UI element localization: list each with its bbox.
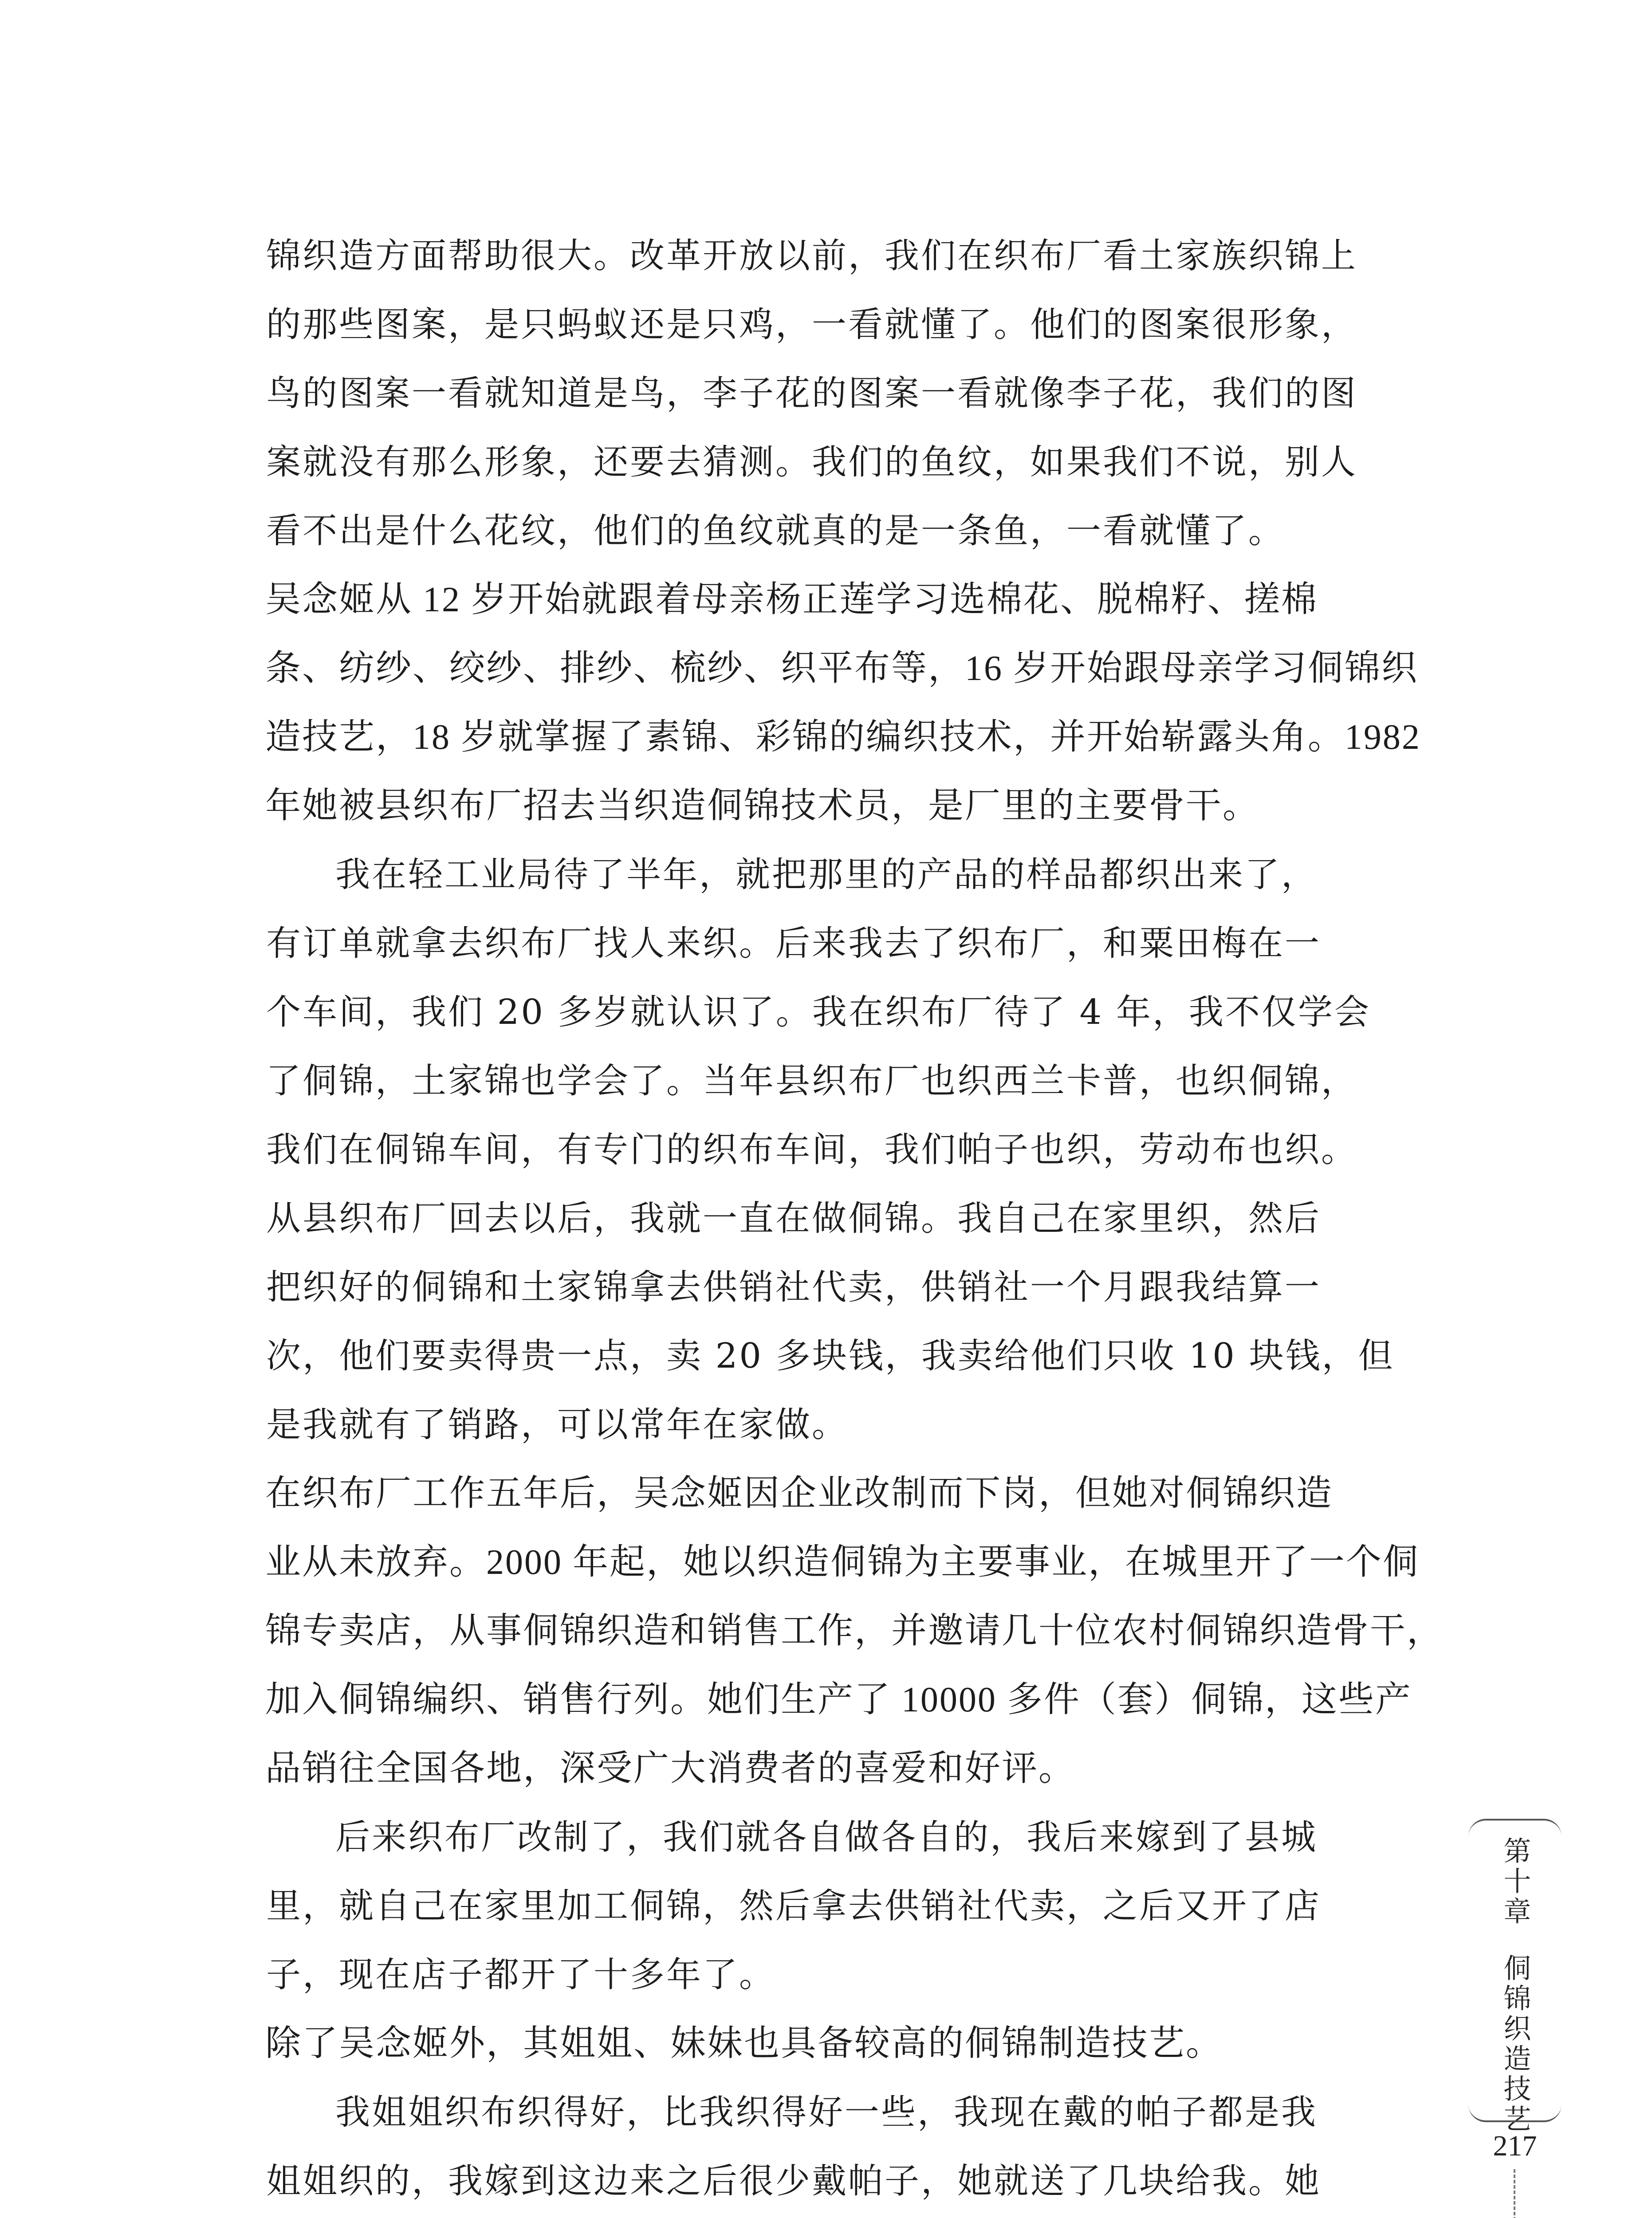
quote-paragraph [266,841,1395,1459]
narrative-paragraph [265,1459,1444,1803]
chapter-heading [1491,1837,1539,2135]
text-line: 的那些图案，是只蚂蚁还是只鸡，一看就懂了。他们的图案很形象， [266,305,1358,345]
text-line: 我们在侗锦车间，有专门的织布车间，我们帕子也织，劳动布也织。 [266,1130,1358,1170]
text-line: 是我就有了销路，可以常年在家做。 [266,1405,849,1445]
bracket-bottom-decoration [1468,2103,1562,2122]
text-line: 次，他们要卖得贵一点，卖 20 多块钱，我卖给他们只收 10 块钱，但 [266,1336,1395,1376]
text-line: 个车间，我们 20 多岁就认识了。我在织布厂待了 4 年，我不仅学会 [266,992,1371,1032]
quote-paragraph [266,1803,1375,2010]
text-line: 了侗锦，土家锦也学会了。当年县织布厂也织西兰卡普，也织侗锦， [266,1061,1358,1101]
text-line: 锦织造方面帮助很大。改革开放以前，我们在织布厂看土家族织锦上 [266,236,1358,276]
narrative-paragraph [265,566,1421,841]
narrative-paragraph [265,2010,1375,2078]
text-line: 后来织布厂改制了，我们就各自做各自的，我后来嫁到了县城 [335,1817,1318,1857]
text-line: 从县织布厂回去以后，我就一直在做侗锦。我自己在家里织，然后 [266,1199,1322,1239]
text-line: 子，现在店子都开了十多年了。 [266,1955,776,1995]
text-line: 有订单就拿去织布厂找人来织。后来我去了织布厂，和粟田梅在一 [266,924,1322,963]
text-line: 我姐姐织布织得好，比我织得好一些，我现在戴的帕子都是我 [335,2092,1318,2132]
text-line: 案就没有那么形象，还要去猜测。我们的鱼纹，如果我们不说，别人 [266,442,1358,482]
text-line: 把织好的侗锦和土家锦拿去供销社代卖，供销社一个月跟我结算一 [266,1267,1322,1307]
text-line: 条、纺纱、绞纱、排纱、梳纱、织平布等，16 岁开始跟母亲学习侗锦织 [265,649,1418,688]
text-line: 吴念姬从 12 岁开始就跟着母亲杨正莲学习选棉花、脱棉籽、搓棉 [265,580,1318,619]
text-line: 加入侗锦编织、销售行列。她们生产了 10000 多件（套）侗锦，这些产 [265,1680,1412,1719]
text-line: 鸟的图案一看就知道是鸟，李子花的图案一看就像李子花，我们的图 [266,374,1358,413]
bracket-top-decoration [1468,1819,1562,1838]
text-line: 除了吴念姬外，其姐姐、妹妹也具备较高的侗锦制造技艺。 [265,2024,1223,2063]
text-line: 在织布厂工作五年后，吴念姬因企业改制而下岗，但她对侗锦织造 [265,1474,1333,1513]
dashed-rule [1514,2169,1515,2218]
chapter-title: 侗锦织造技艺 [1499,1954,1531,2135]
text-line: 我在轻工业局待了半年，就把那里的产品的样品都织出来了， [335,855,1318,895]
quote-paragraph [266,2078,1375,2216]
text-line: 锦专卖店，从事侗锦织造和销售工作，并邀请几十位农村侗锦织造骨干， [265,1612,1444,1651]
body-text [265,222,1444,2216]
text-line: 里，就自己在家里加工侗锦，然后拿去供销社代卖，之后又开了店 [266,1886,1322,1926]
text-line: 年她被县织布厂招去当织造侗锦技术员，是厂里的主要骨干。 [265,787,1259,826]
page-number: 217 [1493,2130,1537,2162]
chapter-sidebar [1464,1819,1566,2218]
text-line: 业从未放弃。2000 年起，她以织造侗锦为主要事业，在城里开了一个侗 [265,1543,1420,1582]
text-line: 品销往全国各地，深受广大消费者的喜爱和好评。 [265,1749,1075,1788]
chapter-label: 第十章 [1499,1837,1531,1927]
quote-paragraph [266,222,1375,566]
text-line: 造技艺，18 岁就掌握了素锦、彩锦的编织技术，并开始崭露头角。1982 [265,718,1421,757]
text-line: 姐姐织的，我嫁到这边来之后很少戴帕子，她就送了几块给我。她 [266,2161,1322,2201]
text-line: 看不出是什么花纹，他们的鱼纹就真的是一条鱼，一看就懂了。 [266,511,1285,551]
